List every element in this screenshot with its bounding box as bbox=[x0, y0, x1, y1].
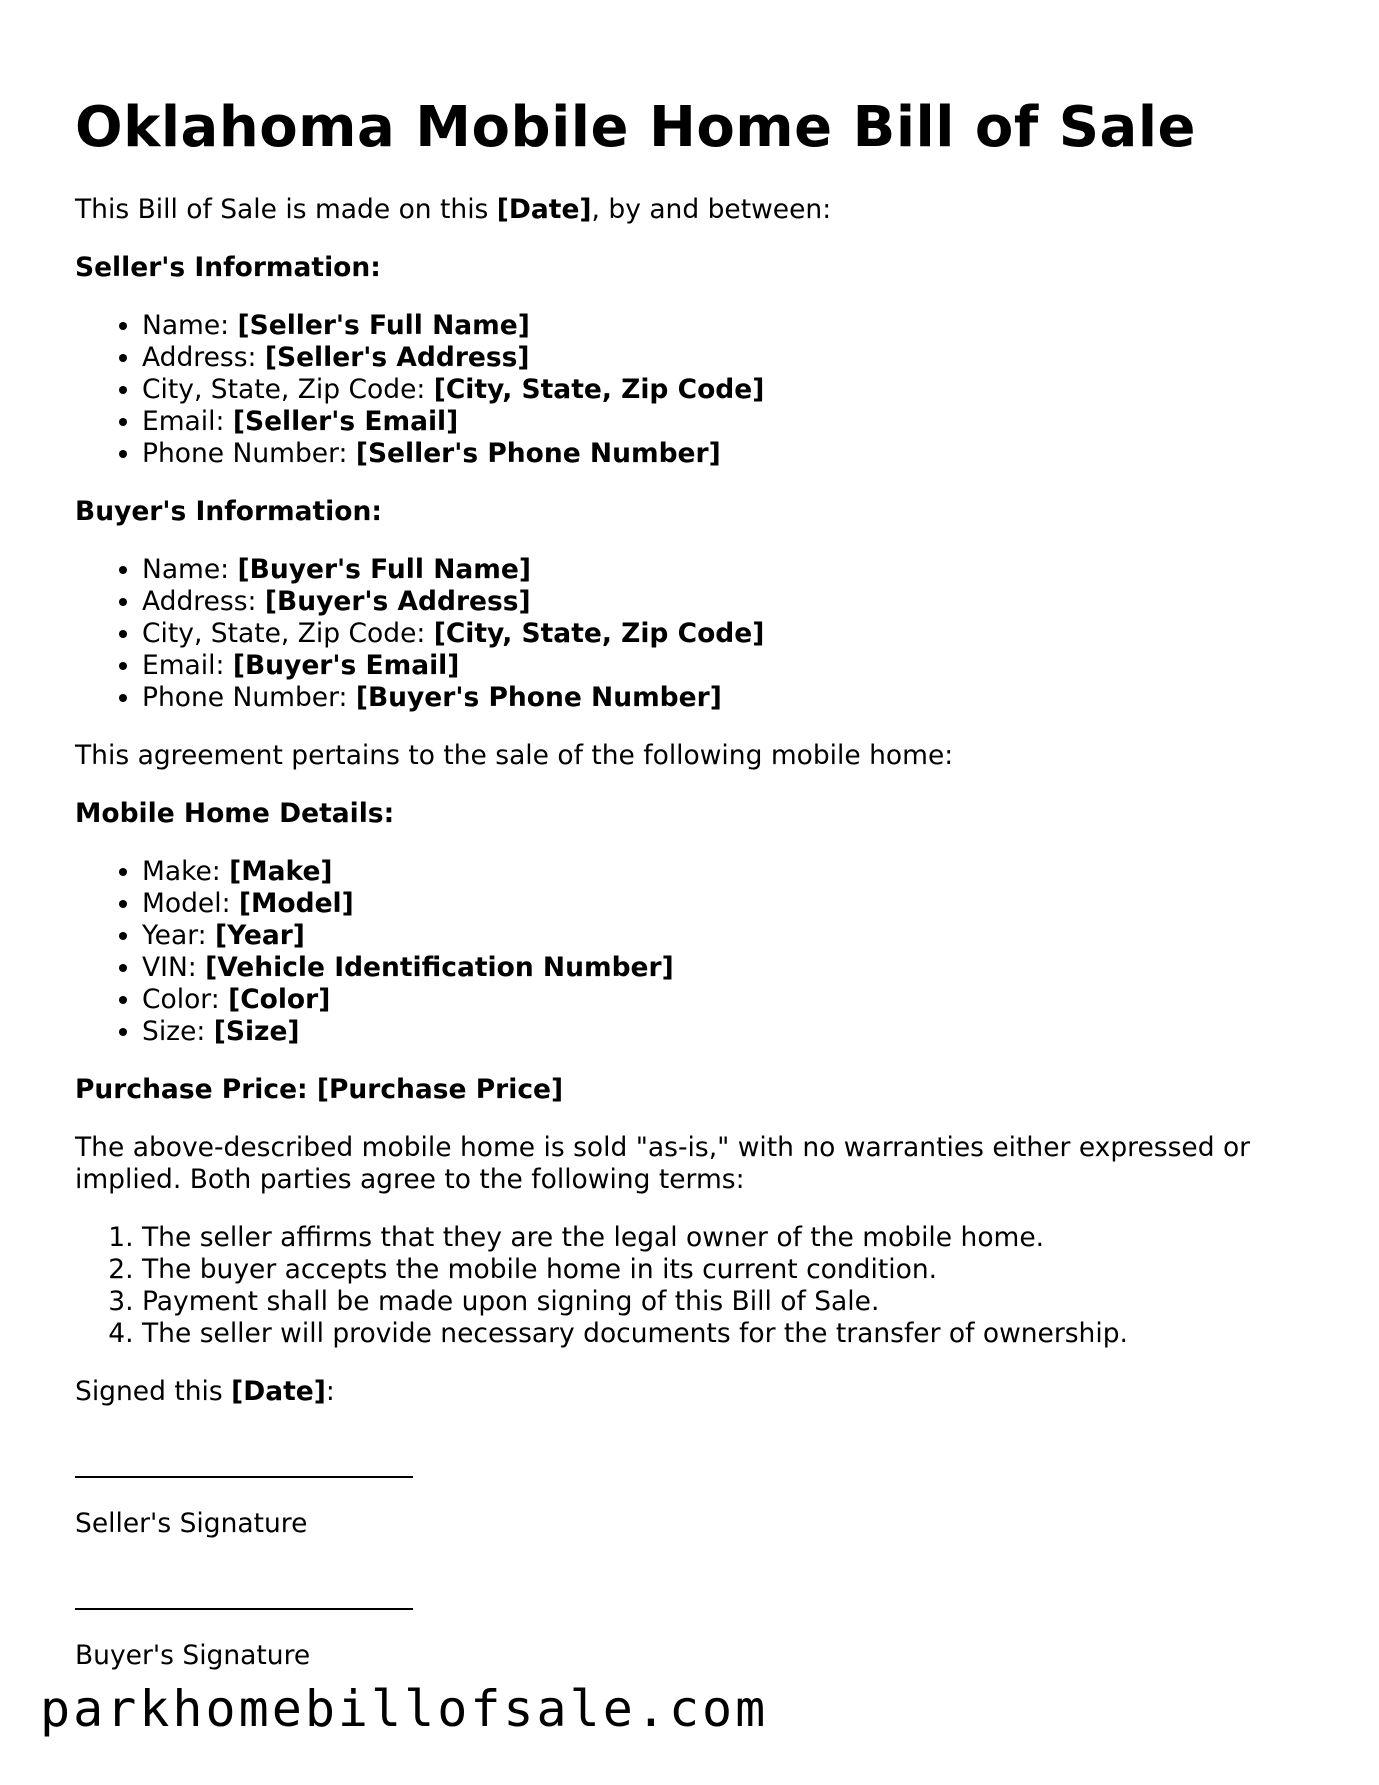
field-value: [Buyer's Full Name] bbox=[237, 554, 531, 585]
field-value: [Seller's Address] bbox=[264, 342, 530, 373]
intro-paragraph bbox=[75, 194, 1305, 226]
field-value: [City, State, Zip Code] bbox=[433, 618, 765, 649]
list-item bbox=[142, 682, 1305, 714]
field-label: Address: bbox=[142, 342, 265, 373]
list-item: 1. The seller affirms that they are the legal owner of the mobile home. bbox=[142, 1222, 1305, 1254]
intro-suffix: , by and between: bbox=[591, 194, 832, 225]
intro-prefix: This Bill of Sale is made on this bbox=[75, 194, 497, 225]
page-title: Oklahoma Mobile Home Bill of Sale bbox=[75, 95, 1197, 160]
field-value: [Seller's Phone Number] bbox=[355, 438, 721, 469]
seller-signature-label: Seller's Signature bbox=[75, 1508, 308, 1539]
field-label: Size: bbox=[142, 1016, 214, 1047]
terms-list bbox=[75, 1222, 1305, 1350]
list-item bbox=[142, 856, 1305, 888]
signed-prefix: Signed this bbox=[75, 1376, 232, 1407]
signed-paragraph bbox=[75, 1376, 1305, 1408]
list-item bbox=[142, 438, 1305, 470]
list-item bbox=[142, 618, 1305, 650]
field-value: [Buyer's Phone Number] bbox=[355, 682, 722, 713]
field-label: Model: bbox=[142, 888, 239, 919]
list-item bbox=[142, 952, 1305, 984]
field-label: Year: bbox=[142, 920, 215, 951]
field-value: [Vehicle Identification Number] bbox=[205, 952, 674, 983]
list-item bbox=[142, 342, 1305, 374]
list-item bbox=[142, 554, 1305, 586]
home-heading: Mobile Home Details: bbox=[75, 798, 395, 829]
seller-heading: Seller's Information: bbox=[75, 252, 381, 283]
field-label: City, State, Zip Code: bbox=[142, 618, 434, 649]
list-item bbox=[142, 888, 1305, 920]
field-label: Phone Number: bbox=[142, 682, 356, 713]
field-value: [Size] bbox=[213, 1016, 300, 1047]
field-label: Color: bbox=[142, 984, 229, 1015]
field-value: [Seller's Full Name] bbox=[237, 310, 530, 341]
as-is-paragraph: The above-described mobile home is sold "as-is," with no warranties either expressed or implied. Both parties agree to the following terms: bbox=[75, 1132, 1251, 1195]
list-item bbox=[142, 374, 1305, 406]
signed-date: [Date] bbox=[231, 1376, 326, 1407]
field-label: Email: bbox=[142, 650, 233, 681]
field-label: Email: bbox=[142, 406, 233, 437]
seller-signature-line bbox=[75, 1452, 413, 1478]
field-label: Phone Number: bbox=[142, 438, 356, 469]
field-label: VIN: bbox=[142, 952, 206, 983]
field-value: [Buyer's Address] bbox=[264, 586, 531, 617]
watermark: parkhomebillofsale.com bbox=[40, 1680, 769, 1738]
buyer-heading: Buyer's Information: bbox=[75, 496, 382, 527]
pertains-paragraph: This agreement pertains to the sale of the following mobile home: bbox=[75, 740, 954, 771]
list-item bbox=[142, 650, 1305, 682]
field-label: Address: bbox=[142, 586, 265, 617]
list-item bbox=[142, 586, 1305, 618]
field-label: Name: bbox=[142, 554, 238, 585]
field-value: [Year] bbox=[215, 920, 305, 951]
field-value: [Seller's Email] bbox=[232, 406, 459, 437]
buyer-signature-label: Buyer's Signature bbox=[75, 1640, 311, 1671]
document-page bbox=[75, 92, 1305, 1672]
list-item bbox=[142, 1016, 1305, 1048]
list-item bbox=[142, 310, 1305, 342]
buyer-list bbox=[75, 554, 1305, 714]
home-details-list bbox=[75, 856, 1305, 1048]
field-label: Make: bbox=[142, 856, 230, 887]
seller-list bbox=[75, 310, 1305, 470]
list-item bbox=[142, 984, 1305, 1016]
signed-suffix: : bbox=[325, 1376, 335, 1407]
list-item: 2. The buyer accepts the mobile home in its current condition. bbox=[142, 1254, 1305, 1286]
field-value: [Make] bbox=[229, 856, 333, 887]
field-value: [Model] bbox=[238, 888, 354, 919]
field-label: Name: bbox=[142, 310, 238, 341]
buyer-signature-line bbox=[75, 1584, 413, 1610]
list-item: 4. The seller will provide necessary documents for the transfer of ownership. bbox=[142, 1318, 1305, 1350]
intro-date: [Date] bbox=[496, 194, 592, 225]
list-item: 3. Payment shall be made upon signing of this Bill of Sale. bbox=[142, 1286, 1305, 1318]
field-value: [Buyer's Email] bbox=[232, 650, 460, 681]
purchase-price: Purchase Price: [Purchase Price] bbox=[75, 1074, 564, 1105]
list-item bbox=[142, 406, 1305, 438]
field-label: City, State, Zip Code: bbox=[142, 374, 434, 405]
list-item bbox=[142, 920, 1305, 952]
field-value: [Color] bbox=[228, 984, 331, 1015]
field-value: [City, State, Zip Code] bbox=[433, 374, 765, 405]
